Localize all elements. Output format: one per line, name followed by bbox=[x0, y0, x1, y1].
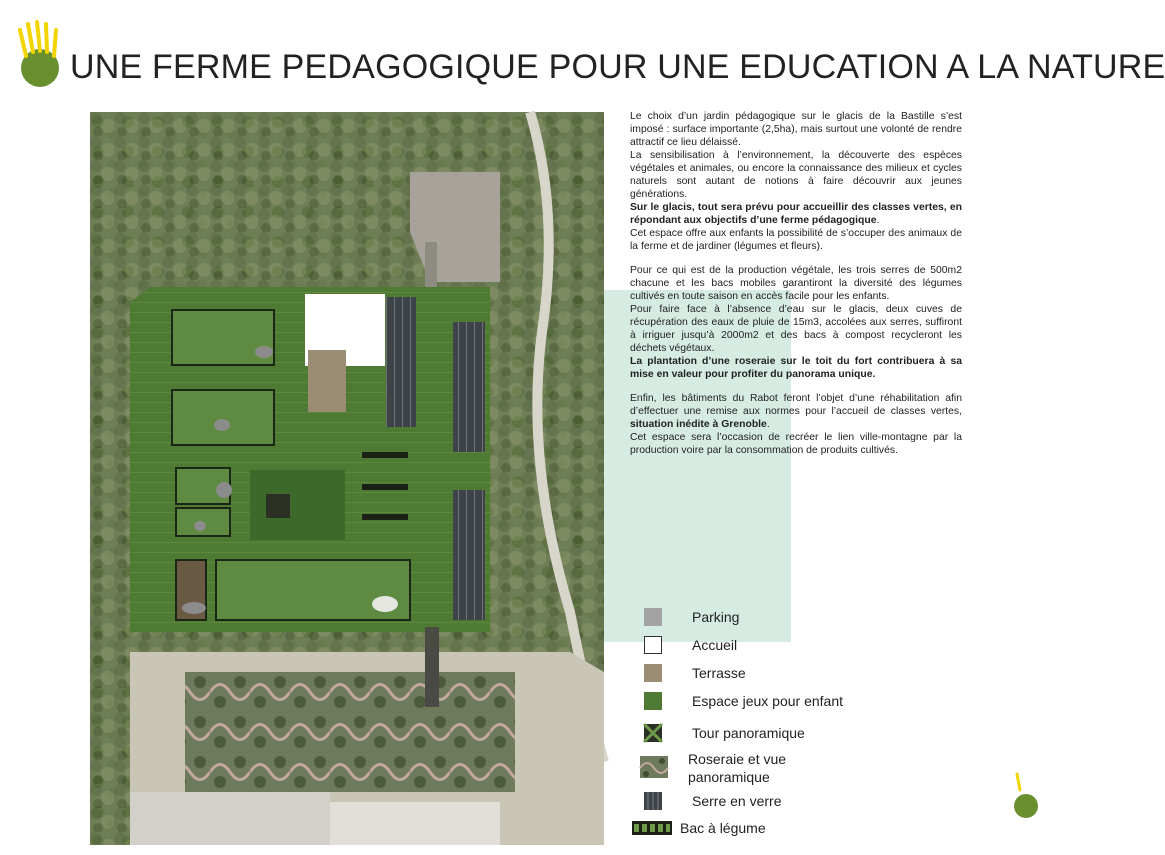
text-span: Enfin, les bâtiments du Rabot feront l’objet d’une réhabilitation afin d’effectuer une remise aux normes pour l’accueil de classes vertes, bbox=[630, 393, 962, 417]
page-title: UNE FERME PEDAGOGIQUE POUR UNE EDUCATION A LA NATURE bbox=[70, 48, 1165, 86]
bold-text: Sur le glacis, tout sera prévu pour accueillir des classes vertes, en répondant aux objectifs d’une ferme pédagogique bbox=[630, 202, 962, 226]
legend-label: panoramique bbox=[688, 769, 770, 785]
paragraph bbox=[630, 201, 962, 227]
bold-text: La plantation d’une roseraie sur le toit du fort contribuera à sa mise en valeur pour profiter du panorama unique. bbox=[630, 356, 962, 380]
punctuation: . bbox=[876, 215, 880, 226]
legend-label: Tour panoramique bbox=[692, 725, 805, 741]
legend-item-greenhouse bbox=[636, 792, 781, 810]
paragraph bbox=[630, 392, 962, 431]
legend-item-vegetable-bin bbox=[636, 820, 766, 836]
playground-swatch bbox=[644, 692, 662, 710]
spacer bbox=[630, 253, 962, 264]
legend-item-parking bbox=[636, 608, 739, 626]
legend-item-tower bbox=[636, 724, 805, 742]
rose-garden-swatch bbox=[640, 756, 668, 778]
legend-label: Parking bbox=[692, 609, 740, 625]
legend-item-accueil bbox=[636, 636, 737, 654]
accueil-swatch bbox=[644, 636, 662, 654]
bold-text: situation inédite à Grenoble bbox=[630, 419, 767, 430]
punctuation: . bbox=[766, 419, 770, 430]
sun-logo bbox=[16, 18, 68, 88]
paragraph: Le choix d’un jardin pédagogique sur le glacis de la Bastille s’est imposé : surface importante (2,5ha), mais surtout une volonté de rendre attractif ce lieu délaissé. bbox=[630, 111, 962, 148]
legend-label: Bac à légume bbox=[680, 820, 766, 836]
description-text bbox=[630, 110, 962, 457]
sun-logo-partial bbox=[1012, 770, 1023, 820]
legend-item-terrasse bbox=[636, 664, 746, 682]
terrasse-swatch bbox=[644, 664, 662, 682]
paragraph: Pour faire face à l’absence d’eau sur le glacis, deux cuves de récupération des eaux de pluie de 15m3, accolées aux serres, suffiront à irriguer jusqu’à 2000m2 et des bacs à compost recycleront les déchets végétaux. bbox=[630, 304, 962, 354]
legend-label-group bbox=[688, 750, 786, 786]
site-plan-aerial bbox=[90, 112, 604, 845]
legend-label: Roseraie et vue bbox=[688, 751, 787, 767]
legend-item-playground bbox=[636, 692, 843, 710]
legend-label: Terrasse bbox=[692, 665, 746, 681]
greenhouse-swatch bbox=[644, 792, 662, 810]
paragraph: Cet espace sera l’occasion de recréer le lien ville-montagne par la production voire par la consommation de produits cultivés. bbox=[630, 432, 962, 456]
paragraph: Cet espace offre aux enfants la possibilité de s’occuper des animaux de la ferme et de jardiner (légumes et fleurs). bbox=[630, 228, 962, 252]
vegetable-bin-swatch bbox=[632, 821, 672, 835]
paragraph: La sensibilisation à l’environnement, la découverte des espèces végétales et animales, ou encore la connaissance des milieux et cycles naturels sont autant de notions à faire découvrir aux jeunes générations. bbox=[630, 150, 962, 200]
paragraph bbox=[630, 355, 962, 381]
paragraph: Pour ce qui est de la production végétale, les trois serres de 500m2 chacune et les bacs mobiles garantiront la diversité des légumes cultivés en toute saison en accès facile pour les enfants. bbox=[630, 265, 962, 302]
legend-item-rose-garden bbox=[636, 750, 786, 786]
parking-swatch bbox=[644, 608, 662, 626]
legend-label: Serre en verre bbox=[692, 793, 782, 809]
legend-label: Accueil bbox=[692, 637, 738, 653]
tower-swatch bbox=[644, 724, 662, 742]
spacer bbox=[630, 381, 962, 392]
legend-label: Espace jeux pour enfant bbox=[692, 693, 843, 709]
